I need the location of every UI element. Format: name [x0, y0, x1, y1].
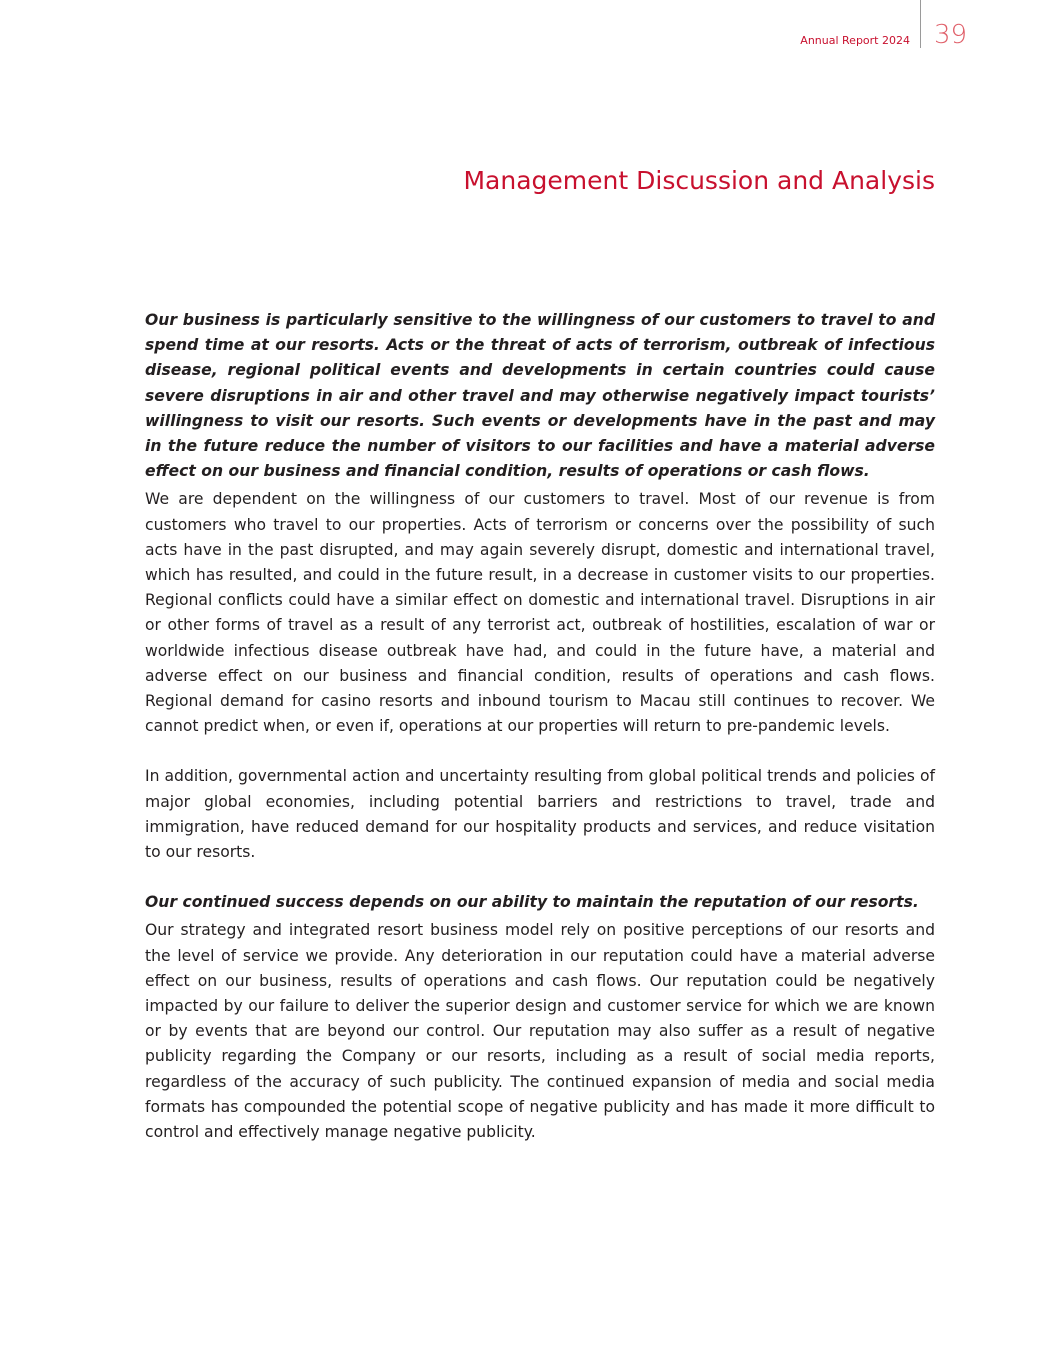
section-heading: Our business is particularly sensitive to the willingness of our customers to travel to and spend time at our resorts. Acts or the threat of acts of terrorism, outbreak of infectious disease, regional political events and developments in certain countries could cause severe disruptions in air and other travel and may otherwise negatively impact tourists’ willingness to visit our resorts. Such events or developments have in the past and may in the future reduce the number of visitors to our facilities and have a material adverse effect on our business and financial condition, results of operations or cash flows.	[145, 311, 935, 481]
paragraph: In addition, governmental action and uncertainty resulting from global political trends and policies of major global economies, including potential barriers and restrictions to travel, trade and immigration, have reduced demand for our hospitality products and services, and reduce visitation to our resorts.	[145, 767, 935, 862]
page-number: 39	[934, 20, 968, 50]
section-heading: Our continued success depends on our ability to maintain the reputation of our resorts.	[145, 893, 919, 912]
paragraph: Our strategy and integrated resort business model rely on positive perceptions of our resorts and the level of service we provide. Any deterioration in our reputation could have a material adverse effect on our business, results of operations and cash flows. Our reputation could be negatively impacted by our failure to deliver the superior design and customer service for which we are known or by events that are beyond our control. Our reputation may also suffer as a result of negative publicity regarding the Company or our resorts, including as a result of social media reports, regardless of the accuracy of such publicity. The continued expansion of media and social media formats has compounded the potential scope of negative publicity and has made it more difficult to control and effectively manage negative publicity.	[145, 921, 935, 1142]
paragraph: We are dependent on the willingness of our customers to travel. Most of our revenue is from customers who travel to our properties. Acts of terrorism or concerns over the possibility of such acts have in the past disrupted, and may again severely disrupt, domestic and international travel, which has resulted, and could in the future result, in a decrease in customer visits to our properties. Regional conflicts could have a similar effect on domestic and international travel. Disruptions in air or other forms of travel as a result of any terrorist act, outbreak of hostilities, escalation of war or worldwide infectious disease outbreak have had, and could in the future have, a material and adverse effect on our business and financial condition, results of operations and cash flows. Regional demand for casino resorts and inbound tourism to Macau still continues to recover. We cannot predict when, or even if, operations at our properties will return to pre-pandemic levels.	[145, 490, 935, 736]
header-report-label: Annual Report 2024	[800, 34, 910, 47]
body-content	[145, 308, 935, 1145]
header-divider	[920, 0, 921, 48]
page-title: Management Discussion and Analysis	[463, 166, 935, 195]
